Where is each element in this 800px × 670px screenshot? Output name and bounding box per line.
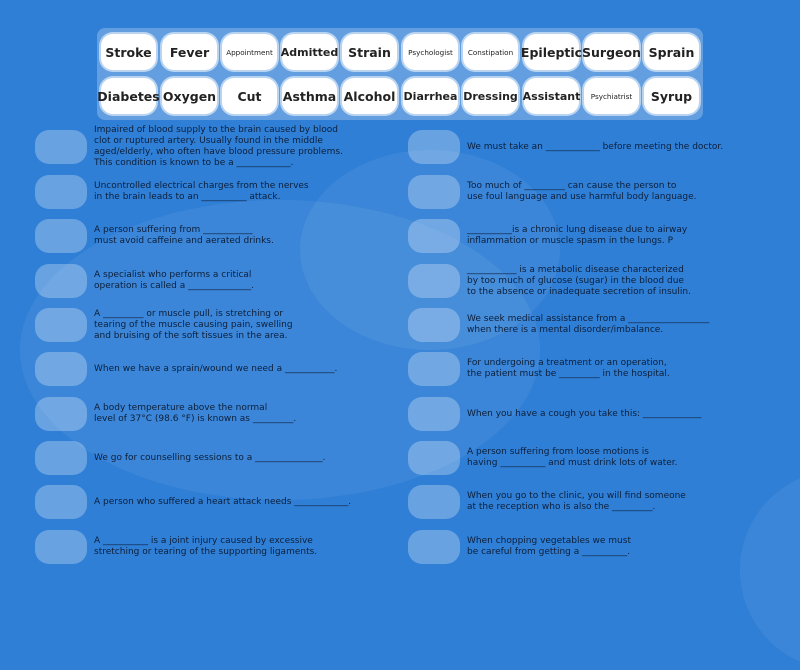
answer-slot-right-9[interactable]: [408, 485, 460, 519]
question-text-left-4: A specialist who performs a critical operation is called a ______________.: [94, 270, 254, 291]
word-tile-asthma[interactable]: Asthma: [282, 78, 337, 114]
question-text-right-6: For undergoing a treatment or an operation, the patient must be _________ in the hospital.: [467, 358, 670, 379]
answer-slot-right-3[interactable]: [408, 219, 460, 253]
word-tile-cut[interactable]: Cut: [222, 78, 277, 114]
answer-slot-left-7[interactable]: [35, 397, 87, 431]
word-tile-assistant[interactable]: Assistant: [524, 78, 579, 114]
word-tile-alcohol[interactable]: Alcohol: [342, 78, 397, 114]
answer-slot-right-10[interactable]: [408, 530, 460, 564]
word-tile-stroke[interactable]: Stroke: [101, 34, 156, 70]
word-tile-oxygen[interactable]: Oxygen: [162, 78, 217, 114]
question-text-left-2: Uncontrolled electrical charges from the nerves in the brain leads to an __________ attack.: [94, 181, 309, 202]
question-text-right-5: We seek medical assistance from a __________________ when there is a mental disorder/imbalance.: [467, 314, 710, 335]
question-text-left-5: A _________ or muscle pull, is stretching or tearing of the muscle causing pain, swelling and bruising of the soft tissues in the area.: [94, 308, 293, 341]
answer-slot-left-5[interactable]: [35, 308, 87, 342]
answer-slot-left-6[interactable]: [35, 352, 87, 386]
word-tile-diabetes[interactable]: Diabetes: [101, 78, 156, 114]
question-text-right-3: __________is a chronic lung disease due to airway inflammation or muscle spasm in the lungs. P: [467, 225, 688, 246]
question-text-right-9: When you go to the clinic, you will find someone at the reception who is also the _________.: [467, 491, 686, 512]
word-tile-psychiatrist[interactable]: Psychiatrist: [584, 78, 639, 114]
answer-slot-right-2[interactable]: [408, 175, 460, 209]
answer-slot-right-4[interactable]: [408, 264, 460, 298]
question-text-left-1: Impaired of blood supply to the brain caused by blood clot or ruptured artery. Usually found in the middle aged/elderly, who often have blood pressure problems. This condition is known to be a ____________.: [94, 125, 343, 168]
word-tile-diarrhea[interactable]: Diarrhea: [403, 78, 458, 114]
question-text-left-6: When we have a sprain/wound we need a ___________.: [94, 363, 338, 374]
question-text-right-2: Too much of _________ can cause the person to use foul language and use harmful body language.: [467, 181, 697, 202]
question-text-right-10: When chopping vegetables we must be careful from getting a __________.: [467, 536, 631, 557]
question-text-right-7: When you have a cough you take this: _____________: [467, 408, 702, 419]
answer-slot-left-1[interactable]: [35, 130, 87, 164]
word-tile-fever[interactable]: Fever: [162, 34, 217, 70]
word-tile-strain[interactable]: Strain: [342, 34, 397, 70]
word-tile-epileptic[interactable]: Epileptic: [524, 34, 579, 70]
question-text-right-4: ___________ is a metabolic disease characterized by too much of glucose (sugar) in the blood due to the absence or inadequate secretion of insulin.: [467, 264, 691, 297]
answer-slot-left-2[interactable]: [35, 175, 87, 209]
answer-slot-right-7[interactable]: [408, 397, 460, 431]
question-text-right-1: We must take an ____________ before meeting the doctor.: [467, 141, 724, 152]
background-cloud: [740, 470, 800, 670]
word-tile-appointment[interactable]: Appointment: [222, 34, 277, 70]
question-text-left-7: A body temperature above the normal level of 37°C (98.6 °F) is known as _________.: [94, 403, 297, 424]
question-text-left-3: A person suffering from ___________ must avoid caffeine and aerated drinks.: [94, 225, 274, 246]
word-tile-dressing[interactable]: Dressing: [463, 78, 518, 114]
answer-slot-right-6[interactable]: [408, 352, 460, 386]
answer-slot-left-3[interactable]: [35, 219, 87, 253]
answer-slot-right-8[interactable]: [408, 441, 460, 475]
answer-slot-left-4[interactable]: [35, 264, 87, 298]
question-text-left-10: A __________ is a joint injury caused by excessive stretching or tearing of the supporting ligaments.: [94, 536, 318, 557]
answer-slot-right-1[interactable]: [408, 130, 460, 164]
answer-slot-right-5[interactable]: [408, 308, 460, 342]
answer-slot-left-9[interactable]: [35, 485, 87, 519]
word-tile-surgeon[interactable]: Surgeon: [584, 34, 639, 70]
question-text-left-8: We go for counselling sessions to a _______________.: [94, 452, 326, 463]
answer-slot-left-8[interactable]: [35, 441, 87, 475]
answer-slot-left-10[interactable]: [35, 530, 87, 564]
word-tile-admitted[interactable]: Admitted: [282, 34, 337, 70]
question-text-left-9: A person who suffered a heart attack needs ____________.: [94, 496, 352, 507]
word-tile-syrup[interactable]: Syrup: [644, 78, 699, 114]
question-text-right-8: A person suffering from loose motions is having __________ and must drink lots of water.: [467, 447, 678, 468]
word-tile-sprain[interactable]: Sprain: [644, 34, 699, 70]
word-tile-psychologist[interactable]: Psychologist: [403, 34, 458, 70]
word-tile-constipation[interactable]: Constipation: [463, 34, 518, 70]
